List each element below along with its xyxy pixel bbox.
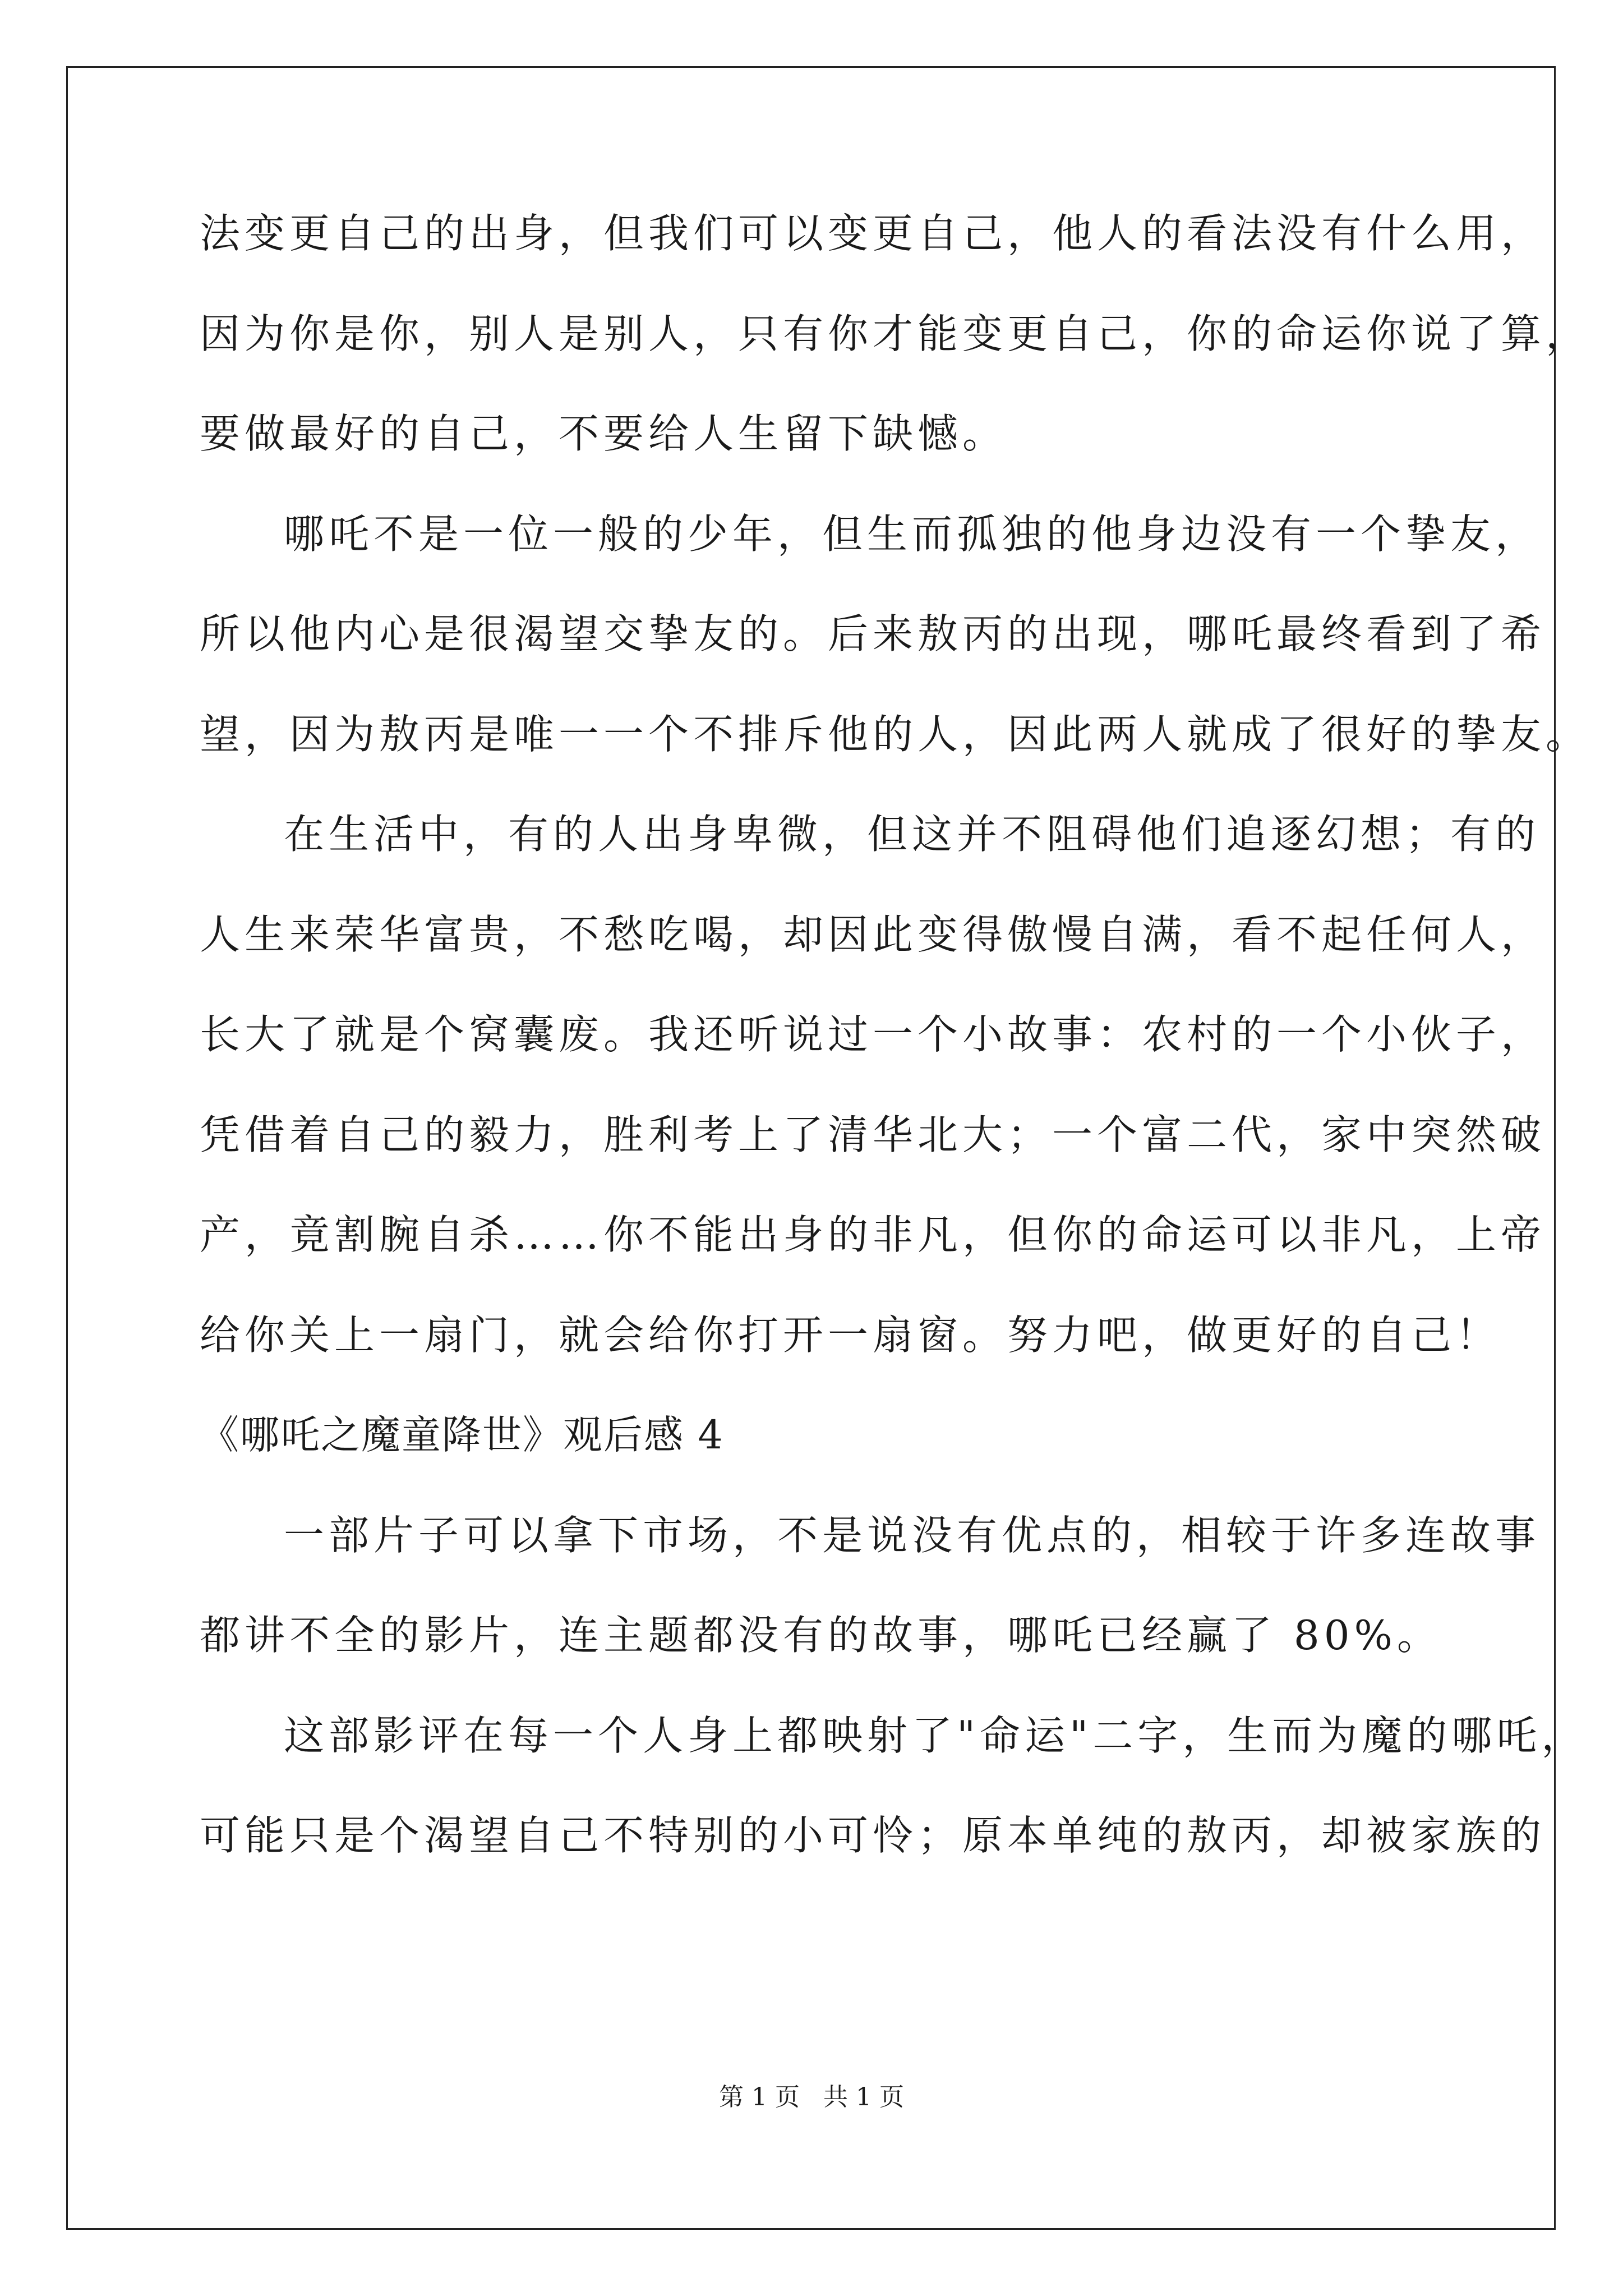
paragraph-first-line: 一部片子可以拿下市场，不是说没有优点的，相较于许多连故事	[284, 1511, 1541, 1559]
paragraph-first-line: 哪吒不是一位一般的少年，但生而孤独的他身边没有一个挚友，	[284, 510, 1541, 558]
document-body	[200, 210, 1591, 1916]
text-line: 给你关上一扇门，就会给你打开一扇窗。努力吧，做更好的自己！	[200, 1311, 1501, 1359]
paragraph-first-line: 这部影评在每一个人身上都映射了"命运"二字，生而为魔的哪吒，	[284, 1711, 1587, 1759]
text-line: 人生来荣华富贵，不愁吃喝，却因此变得傲慢自满，看不起任何人，	[200, 910, 1546, 958]
text-line: 可能只是个渴望自己不特别的小可怜；原本单纯的敖丙，却被家族的	[200, 1812, 1546, 1859]
text-line: 所以他内心是很渴望交挚友的。后来敖丙的出现，哪吒最终看到了希	[200, 610, 1546, 657]
text-line: 法变更自己的出身，但我们可以变更自己，他人的看法没有什么用，	[200, 210, 1546, 257]
text-line: 望，因为敖丙是唯一一个不排斥他的人，因此两人就成了很好的挚友。	[200, 710, 1591, 758]
text-line: 要做最好的自己，不要给人生留下缺憾。	[200, 410, 1008, 457]
text-line: 因为你是你，别人是别人，只有你才能变更自己，你的命运你说了算，	[200, 310, 1591, 357]
text-line: 长大了就是个窝囊废。我还听说过一个小故事：农村的一个小伙子，	[200, 1011, 1546, 1058]
text-line: 产，竟割腕自杀……你不能出身的非凡，但你的命运可以非凡，上帝	[200, 1211, 1546, 1258]
paragraph-first-line: 在生活中，有的人出身卑微，但这并不阻碍他们追逐幻想；有的	[284, 811, 1541, 858]
section-heading: 《哪吒之魔童降世》观后感 4	[200, 1412, 724, 1458]
text-line: 都讲不全的影片，连主题都没有的故事，哪吒已经赢了 80%。	[200, 1612, 1442, 1659]
text-line: 凭借着自己的毅力，胜利考上了清华北大；一个富二代，家中突然破	[200, 1111, 1546, 1158]
page-number-footer: 第 1 页 共 1 页	[719, 2083, 904, 2111]
